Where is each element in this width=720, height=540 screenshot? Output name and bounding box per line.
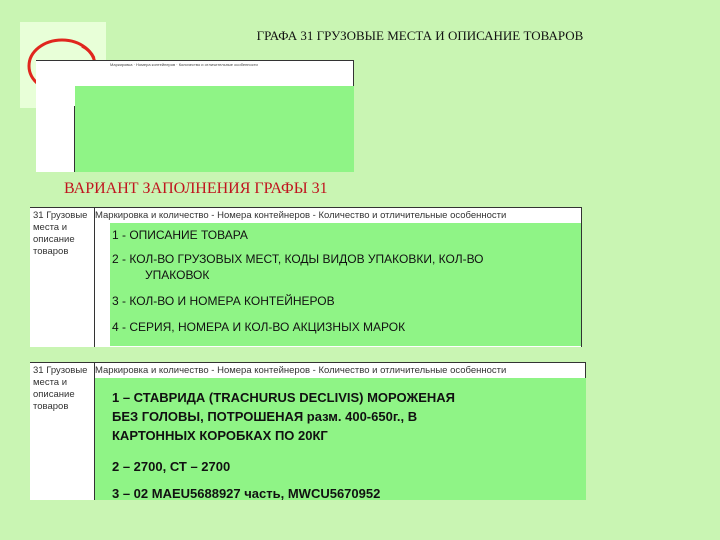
variant-item: 4 - СЕРИЯ, НОМЕРА И КОЛ-ВО АКЦИЗНЫХ МАРОК [112, 320, 406, 334]
form-border [30, 207, 582, 208]
top-form-thumbnail [36, 60, 354, 172]
example-line: 3 – 02 MAEU5688927 часть, MWCU5670952 [112, 486, 381, 501]
slide-title: ГРАФА 31 ГРУЗОВЫЕ МЕСТА И ОПИСАНИЕ ТОВАРОВ [256, 28, 584, 43]
example-line: 1 – СТАВРИДА (TRACHURUS DECLIVIS) МОРОЖЕНАЯ [112, 390, 456, 405]
box-31-label: 31 Грузовые места и описание товаров [33, 365, 88, 412]
top-form-green-field [75, 86, 354, 172]
variant-item: 1 - ОПИСАНИЕ ТОВАРА [112, 228, 248, 242]
example-line: 2 – 2700, СТ – 2700 [112, 459, 231, 474]
example-form [30, 362, 586, 500]
form-border [581, 207, 582, 347]
example-line: КАРТОННЫХ КОРОБКАХ ПО 20КГ [112, 428, 328, 443]
top-form-label-column [36, 106, 75, 172]
variant-item: 3 - КОЛ-ВО И НОМЕРА КОНТЕЙНЕРОВ [112, 294, 335, 308]
form-border [94, 207, 95, 347]
form-border [30, 362, 586, 363]
top-form-border [353, 60, 354, 86]
example-line: БЕЗ ГОЛОВЫ, ПОТРОШЕНАЯ разм. 400-650г., В [112, 409, 418, 424]
top-form-border [36, 60, 354, 61]
top-form-caption: Маркировка · Номера контейнеров · Количество и отличительные особенности [110, 62, 258, 67]
box-31-header: Маркировка и количество - Номера контейнеров - Количество и отличительные особенности [95, 210, 507, 221]
box-31-header: Маркировка и количество - Номера контейнеров - Количество и отличительные особенности [95, 365, 507, 376]
variant-item: 2 - КОЛ-ВО ГРУЗОВЫХ МЕСТ, КОДЫ ВИДОВ УПАКОВКИ, КОЛ-ВО [112, 252, 484, 266]
box-31-label: 31 Грузовые места и описание товаров [33, 210, 88, 257]
variant-heading: ВАРИАНТ ЗАПОЛНЕНИЯ ГРАФЫ 31 [64, 180, 328, 197]
variant-form [30, 207, 582, 347]
variant-item: УПАКОВОК [145, 268, 210, 282]
